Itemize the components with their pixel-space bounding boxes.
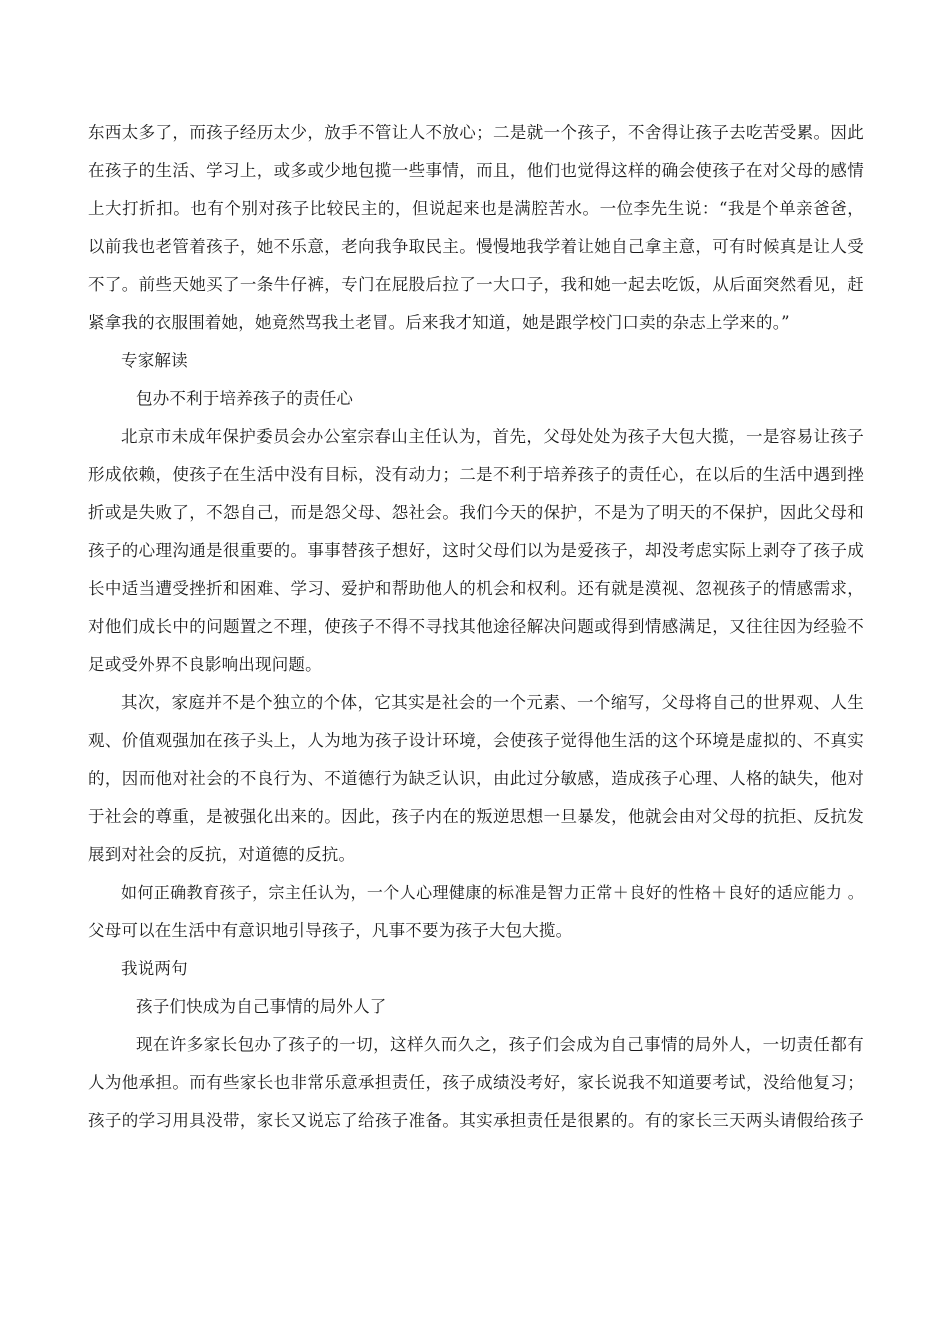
text-line: 其次，家庭并不是个独立的个体，它其实是社会的一个元素、一个缩写，父母将自己的世界观、人生 xyxy=(121,693,864,712)
text-line: 于社会的尊重，是被强化出来的。因此，孩子内在的叛逆思想一旦暴发，他就会由对父母的抗拒、反抗发 xyxy=(88,807,864,826)
subheading-responsibility: 包办不利于培养孩子的责任心 xyxy=(136,389,354,408)
text-line: 形成依赖，使孩子在生活中没有目标，没有动力；二是不利于培养孩子的责任心，在以后的生活中遇到挫 xyxy=(88,465,864,484)
intro-paragraph xyxy=(88,114,864,342)
text-line: 折或是失败了，不怨自己，而是怨父母、怨社会。我们今天的保护，不是为了明天的不保护，因此父母和 xyxy=(88,503,864,522)
text-line: 孩子的学习用具没带，家长又说忘了给孩子准备。其实承担责任是很累的。有的家长三天两头请假给孩子 xyxy=(88,1111,864,1130)
expert-paragraph-3 xyxy=(88,874,864,950)
expert-paragraph-2 xyxy=(88,684,864,874)
text-line: 长中适当遭受挫折和困难、学习、爱护和帮助他人的机会和权利。还有就是漠视、忽视孩子的情感需求， xyxy=(88,579,864,598)
text-line: 足或受外界不良影响出现问题。 xyxy=(88,655,322,674)
document-page xyxy=(88,114,864,1140)
text-line: 对他们成长中的问题置之不理，使孩子不得不寻找其他途径解决问题或得到情感满足，又往往因为经验不 xyxy=(88,617,864,636)
text-line: 现在许多家长包办了孩子的一切，这样久而久之，孩子们会成为自己事情的局外人，一切责任都有 xyxy=(136,1035,864,1054)
section-heading-expert: 专家解读 xyxy=(121,351,188,370)
text-line: 观、价值观强加在孩子头上，人为地为孩子设计环境，会使孩子觉得他生活的这个环境是虚拟的、不真实 xyxy=(88,731,864,750)
opinion-paragraph xyxy=(88,1026,864,1140)
text-line: 孩子的心理沟通是很重要的。事事替孩子想好，这时父母们以为是爱孩子，却没考虑实际上剥夺了孩子成 xyxy=(88,541,864,560)
text-line: 的，因而他对社会的不良行为、不道德行为缺乏认识，由此过分敏感，造成孩子心理、人格的缺失，他对 xyxy=(88,769,864,788)
text-line: 以前我也老管着孩子，她不乐意，老向我争取民主。慢慢地我学着让她自己拿主意，可有时候真是让人受 xyxy=(88,237,864,256)
text-line: 父母可以在生活中有意识地引导孩子，凡事不要为孩子大包大揽。 xyxy=(88,921,573,940)
expert-paragraph-1 xyxy=(88,418,864,684)
text-line: 上大打折扣。也有个别对孩子比较民主的，但说起来也是满腔苦水。一位李先生说：“我是个单亲爸爸， xyxy=(88,199,864,218)
text-line: 在孩子的生活、学习上，或多或少地包揽一些事情，而且，他们也觉得这样的确会使孩子在对父母的感情 xyxy=(88,161,864,180)
section-heading-opinion: 我说两句 xyxy=(121,959,188,978)
text-line: 不了。前些天她买了一条牛仔裤，专门在屁股后拉了一大口子，我和她一起去吃饭，从后面突然看见，赶 xyxy=(88,275,864,294)
text-line: 东西太多了，而孩子经历太少，放手不管让人不放心；二是就一个孩子，不舍得让孩子去吃苦受累。因此 xyxy=(88,123,864,142)
text-line: 如何正确教育孩子，宗主任认为，一个人心理健康的标准是智力正常＋良好的性格＋良好的适应能力 。 xyxy=(121,883,864,902)
subheading-outsiders: 孩子们快成为自己事情的局外人了 xyxy=(136,997,387,1016)
text-line: 紧拿我的衣服围着她，她竟然骂我土老冒。后来我才知道，她是跟学校门口卖的杂志上学来的。” xyxy=(88,313,790,332)
text-line: 北京市未成年保护委员会办公室宗春山主任认为，首先，父母处处为孩子大包大揽，一是容易让孩子 xyxy=(121,427,864,446)
text-line: 人为他承担。而有些家长也非常乐意承担责任，孩子成绩没考好，家长说我不知道要考试，没给他复习； xyxy=(88,1073,864,1092)
text-line: 展到对社会的反抗，对道德的反抗。 xyxy=(88,845,356,864)
